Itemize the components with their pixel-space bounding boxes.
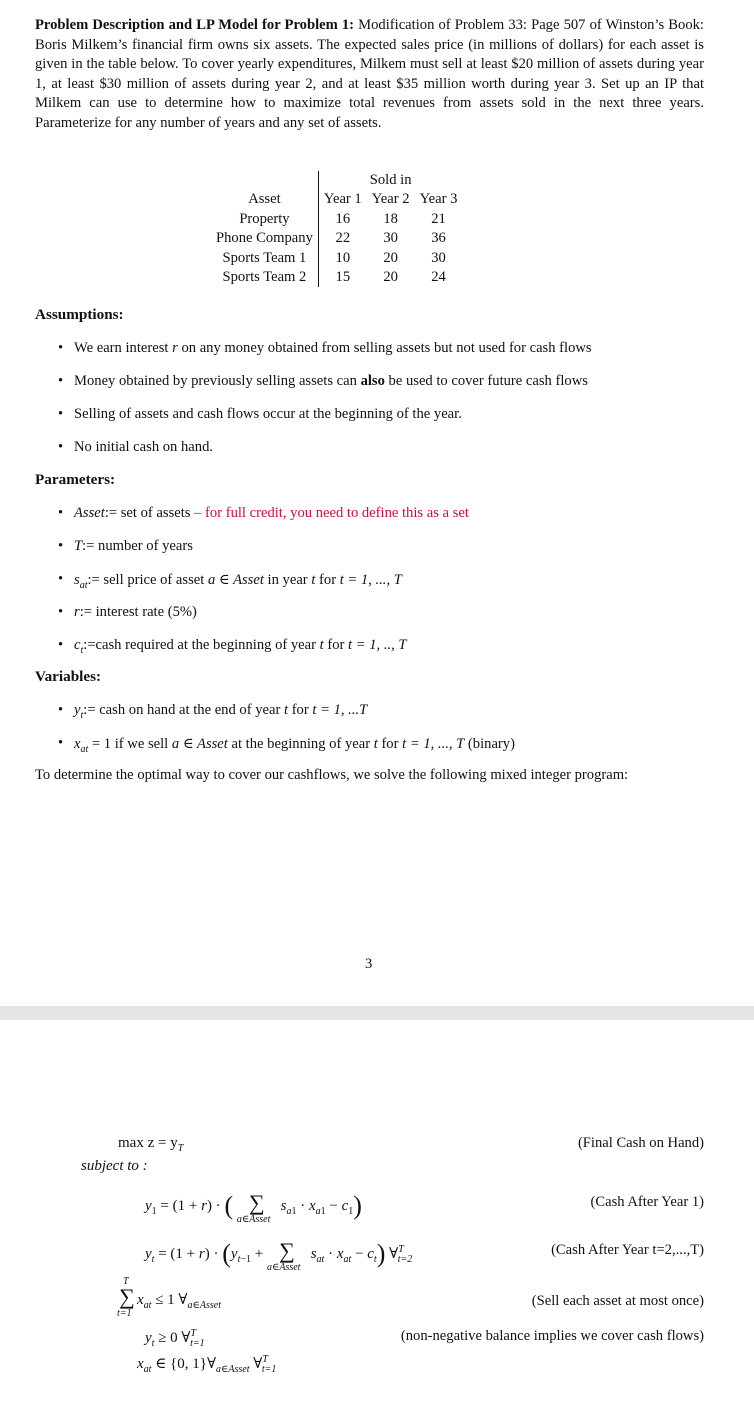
label-objective: (Final Cash on Hand) xyxy=(577,1135,704,1151)
table-row: Sports Team 1 10 20 30 xyxy=(211,249,462,268)
table-year-header: Year 2 xyxy=(371,191,410,208)
label-cash-year-t: (Cash After Year t=2,...,T) xyxy=(551,1242,704,1258)
label-nonnegative: (non-negative balance implies we cover cash flows) xyxy=(400,1328,704,1344)
page-1: Problem Description and LP Model for Problem 1: Modification of Problem 33: Page 507 of Winston’s Book: Boris Milkem’s financial firm owns six assets. The expected sales price (in millions of dollars) for each asset is given in the table below. To cover yearly expenditures, Milkem must sell at least $20 million of assets during year 1, at least $30 million of assets during year 2, and at least $35 million worth during year 3. Set up an IP that Milkem can use to determine how to maximize total revenues from assets sold in the next three years. Parameterize for any number of years and any set of assets. Sold in Asset Year 1 Year 2 Year 3 Property 16 18 21 Phone Company 22 30 36 Sports Team 1 10 20 30 Sports Team 2 15 20 24 Assumptions: • We earn interest r on any money obtained from selling assets but not used for cash flows • Money obtained by previously selling assets can also be used to cover future cash flows • Selling of assets and cash flows occur at the beginning of the year. • No initial cash on hand. Parameters: • Asset:= set of assets – for full credit, you need to define this as a set • T:= number of years • $s_{at}:=$ sell price of asset a ∈ Asset in year t for t = 1, ..., T • r:= interest rate (5%) • $c_t:=cash$ required at the beginning of year t for t = 1, .., T Variables: • $y_t:=$ cash on hand at the end of year t for t = 1, ...T • $x_{at} = 1$ if we sell a ∈ Asset at the beginning of year t for t = 1, ..., T (binary) To determine the optimal way to cover our cashflows, we solve the following mixed integer program: 3 xyxy=(0,0,754,1006)
table-year-header: Year 3 xyxy=(419,191,458,208)
constraint-cash-year-1: $y_1 = (1 + r)$ · ( ∑ a∈Asset $s_{a1} \cdot x_{a1} - c_1$) xyxy=(145,1190,362,1225)
label-sell-once: (Sell each asset at most once) xyxy=(531,1293,704,1309)
table-row: Property 16 18 21 xyxy=(211,210,462,229)
table-asset-header: Asset xyxy=(211,190,318,209)
page-number: 3 xyxy=(365,956,373,972)
page-2 xyxy=(0,1020,754,1412)
table-year-header: Year 1 xyxy=(323,191,362,208)
asset-price-table xyxy=(211,171,462,287)
problem-title: Problem Description and LP Model for Problem 1: xyxy=(35,17,355,33)
problem-description xyxy=(35,16,704,134)
table-row: Sports Team 2 15 20 24 xyxy=(211,268,462,287)
table-row: Phone Company 22 30 36 xyxy=(211,229,462,248)
constraint-sell-once: T ∑ t=1 $x_{at} \le 1$ $\forall_{a\in Asset}$ xyxy=(117,1276,222,1319)
closing-sentence: To determine the optimal way to cover our cashflows, we solve the following mixed integer program: xyxy=(35,767,629,783)
table-group-header: Sold in xyxy=(369,172,412,188)
constraint-nonnegative: $y_t \ge 0$ ∀$^T_{t=1}$ xyxy=(145,1328,205,1349)
variables-heading: Variables: xyxy=(35,668,102,685)
credit-note: – for full credit, you need to define this as a set xyxy=(194,505,469,521)
objective-function: $\max z = y_T$ xyxy=(118,1135,184,1154)
page-separator xyxy=(0,1006,754,1020)
problem-text: Modification of Problem 33: Page 507 of Winston’s Book: Boris Milkem’s financial firm owns six assets. The expected sales price (in millions of dollars) for each asset is given in the table below. To cover yearly expenditures, Milkem must sell at least $20 million of assets during year 1, at least $30 million of assets during year 2, and at least $35 million worth during year 3. Set up an IP that Milkem can use to determine how to maximize total revenues from assets sold in the next three years. Parameterize for any number of years and any set of assets. xyxy=(35,17,704,131)
constraint-cash-year-t: $y_t = (1 + r) \cdot (y_{t-1}$ + ∑ a∈Asset $s_{at} \cdot x_{at} - c_t$) ∀$^T_{t=2}$ xyxy=(145,1238,413,1273)
assumptions-heading: Assumptions: xyxy=(35,306,124,323)
constraint-binary: $x_{at}$ ∈ {0, $1\}\forall_{a\in Asset}$ ∀$^T_{t=1}$ xyxy=(137,1354,277,1375)
label-cash-year-1: (Cash After Year 1) xyxy=(590,1194,704,1210)
subject-to: subject to : xyxy=(81,1158,148,1174)
parameters-heading: Parameters: xyxy=(35,471,116,488)
